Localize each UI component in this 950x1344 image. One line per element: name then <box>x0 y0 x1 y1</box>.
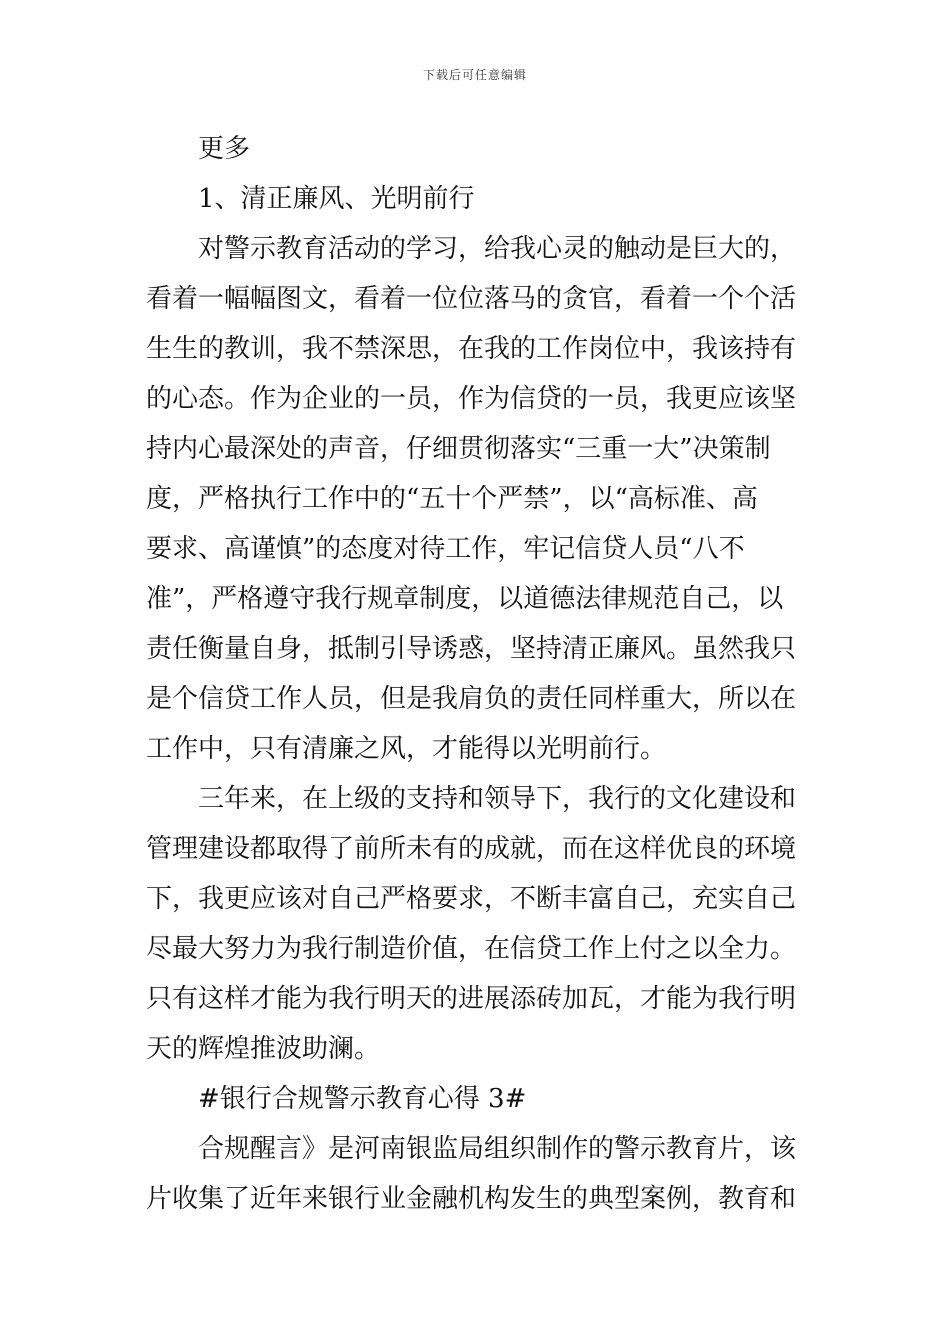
text-line: 要求、高谨慎”的态度对待工作，牢记信贷人员“八不 <box>146 534 745 564</box>
text-line: 工作中，只有清廉之风，才能得以光明前行。 <box>146 734 667 764</box>
section-heading: #银行合规警示教育心得 3# <box>198 1084 527 1114</box>
more-heading: 更多 <box>198 134 251 164</box>
text-line: 看着一幅幅图文，看着一位位落马的贪官，看着一个个活 <box>146 284 797 314</box>
text-line: 天的辉煌推波助澜。 <box>146 1034 381 1064</box>
text-line: 的心态。作为企业的一员，作为信贷的一员，我更应该坚 <box>146 384 797 414</box>
text-line: 对警示教育活动的学习，给我心灵的触动是巨大的， <box>198 234 797 264</box>
text-line: 下，我更应该对自己严格要求，不断丰富自己，充实自己 <box>146 884 797 914</box>
text-line: 管理建设都取得了前所未有的成就，而在这样优良的环境 <box>146 834 797 864</box>
text-line: 片收集了近年来银行业金融机构发生的典型案例，教育和 <box>146 1184 797 1214</box>
text-line: 准”，严格遵守我行规章制度，以道德法律规范自己，以 <box>146 584 784 614</box>
section-heading: 1、清正廉风、光明前行 <box>198 184 475 214</box>
text-line: 持内心最深处的声音，仔细贯彻落实“三重一大”决策制 <box>146 434 771 464</box>
document-body <box>146 124 810 1224</box>
text-line: 生生的教训，我不禁深思，在我的工作岗位中，我该持有 <box>146 334 797 364</box>
text-line: 尽最大努力为我行制造价值，在信贷工作上付之以全力。 <box>146 934 797 964</box>
text-line: 责任衡量自身，抵制引导诱惑，坚持清正廉风。虽然我只 <box>146 634 797 664</box>
text-line: 三年来，在上级的支持和领导下，我行的文化建设和 <box>198 784 797 814</box>
text-line: 只有这样才能为我行明天的进展添砖加瓦，才能为我行明 <box>146 984 797 1014</box>
text-line: 合规醒言》是河南银监局组织制作的警示教育片，该 <box>198 1134 797 1164</box>
text-line: 度，严格执行工作中的“五十个严禁”，以“高标准、高 <box>146 484 758 514</box>
header-note: 下载后可任意编辑 <box>422 68 527 82</box>
text-line: 是个信贷工作人员，但是我肩负的责任同样重大，所以在 <box>146 684 797 714</box>
